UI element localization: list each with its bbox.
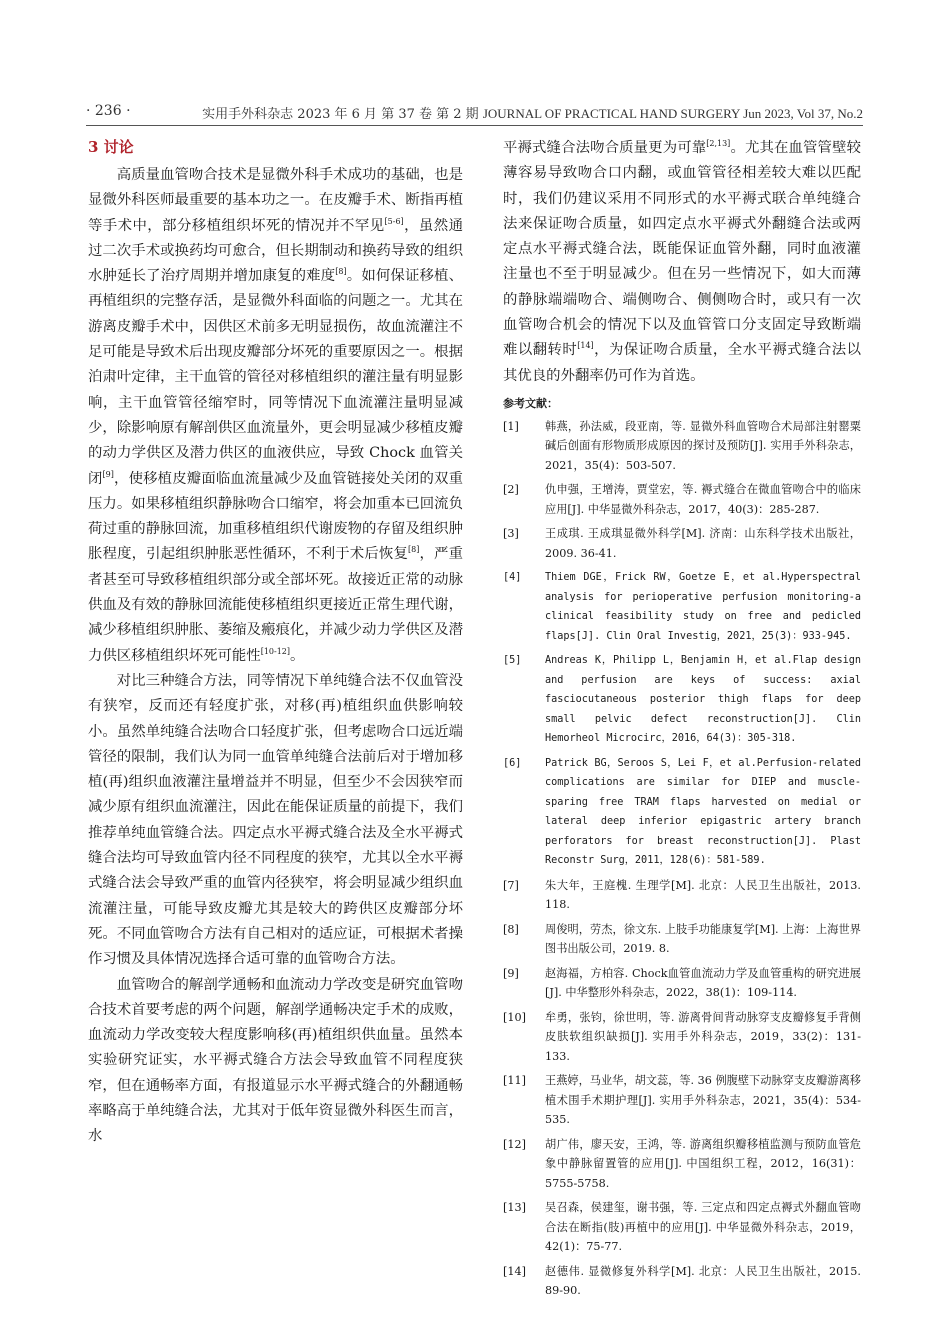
reference-text: 仇申强，王增涛，贾堂宏，等. 褥式缝合在微血管吻合中的临床应用[J]. 中华显微外科杂志，2017，40(3)：285-287. xyxy=(545,483,861,516)
reference-number: [10] xyxy=(503,1010,526,1024)
running-header xyxy=(86,101,863,126)
reference-number: [3] xyxy=(503,527,519,541)
paragraph-text: ，虽然通过二次手术或换药均可愈合，但长期制动和换药导致的组织水肿延长了治疗周期并增加康复的难度 xyxy=(88,217,463,285)
running-title xyxy=(202,103,863,122)
left-column xyxy=(88,136,463,1150)
paragraph-continued xyxy=(503,136,861,389)
paragraph-text: 。如何保证移植、再植组织的完整存活，是显微外科面临的问题之一。尤其在游离皮瓣手术中，因供区术前多无明显损伤，故血流灌注不足可能是导致术后出现皮瓣部分坏死的重要原因之一。根据泊肃叶定律，主干血管的管径对移植组织的灌注量有明显影响，主干血管管径缩窄时，同等情况下血流灌注量明显减少，除影响原有解剖供区血流量外，更会明显减少移植皮瓣的动力学供区及潜力供区的血液供应，导致 Chock 血管关闭 xyxy=(88,268,463,487)
paragraph-2: 对比三种缝合方法，同等情况下单纯缝合法不仅血管没有狭窄，反而还有轻度扩张，对移(再)植组织血供影响较小。虽然单纯缝合法吻合口轻度扩张，但考虑吻合口远近端管径的限制，我们认为同一血管单纯缝合法前后对于增加移植(再)组织血液灌注量增益并不明显，但至少不会因狭窄而减少原有组织血流灌注，因此在能保证质量的前提下，我们推荐单纯血管缝合法。四定点水平褥式缝合法及全水平褥式缝合法均可导致血管内径不同程度的狭窄，尤其以全水平褥式缝合法会导致严重的血管内径狭窄，将会明显减少组织血流灌注量，可能导致皮瓣尤其是较大的跨供区皮瓣部分坏死。不同血管吻合方法有自己相对的适应证，可根据术者操作习惯及具体情况选择合适可靠的血管吻合方法。 xyxy=(88,672,463,968)
paragraph-text: 高质量血管吻合技术是显微外科手术成功的基础，也是显微外科医师最重要的基本功之一。在皮瓣手术、断指再植等手术中，部分移植组织坏死的情况并不罕见 xyxy=(88,167,463,234)
paragraph-text: 。尤其在血管管壁较薄容易导致吻合口内翻，或血管管径相差较大难以匹配时，我们仍建议采用不同形式的水平褥式联合单纯缝合法来保证吻合质量，如四定点水平褥式外翻缝合法或两定点水平褥式缝合法，既能保证血管外翻，同时血液灌注量也不至于明显减少。但在另一些情况下，如大而薄的静脉端端吻合、端侧吻合、侧侧吻合时，或只有一次血管吻合机会的情况下以及血管管口分支固定导致断端难以翻转时 xyxy=(503,140,861,359)
reference-text: 王成琪. 王成琪显微外科学[M]. 济南：山东科学技术出版社，2009. 36-41. xyxy=(545,527,861,560)
reference-text: 赵德伟. 显微修复外科学[M]. 北京：人民卫生出版社，2015. 89-90. xyxy=(545,1264,861,1298)
references-heading: 参考文献： xyxy=(503,396,558,410)
reference-number: [11] xyxy=(503,1074,526,1088)
reference-text: 周俊明，劳杰，徐文东. 上肢手功能康复学[M]. 上海：上海世界图书出版公司，2019. 8. xyxy=(545,922,861,956)
reference-item xyxy=(503,568,861,646)
reference-number: [9] xyxy=(503,966,519,980)
journal-title-cn: 实用手外科杂志 2023 年 6 月 第 37 卷 第 2 期 xyxy=(202,107,479,122)
reference-text: 赵海福，方柏容. Chock血管血流动力学及血管重构的研究进展[J]. 中华整形外科杂志，2022，38(1)：109-114. xyxy=(545,966,861,1000)
reference-text: Thiem DGE，Frick RW，Goetze E，et al.Hyperspectral analysis for perioperative perfusion monitoring-a clinical feasibility study on free and pedicled flaps[J]. Clin Oral Investig，2021，25(3)：933-945. xyxy=(545,572,861,642)
reference-text: Andreas K，Philipp L，Benjamin H，et al.Flap design and perfusion are keys of success: axial fasciocutaneous posterior thigh flaps for deep small pelvic defect reconstruction[J]. Clin Hemorheol Microcirc，2016，64(3)：305-318. xyxy=(545,655,861,745)
citation: [9] xyxy=(102,469,114,479)
right-column xyxy=(503,136,861,1306)
citation: [8] xyxy=(335,267,347,277)
reference-number: [13] xyxy=(503,1201,526,1215)
reference-item xyxy=(503,1071,861,1130)
reference-number: [6] xyxy=(503,757,522,769)
reference-text: 牟勇，张钧，徐世明，等. 游离骨间背动脉穿支皮瓣修复手背侧皮肤软组织缺损[J]. 实用手外科杂志，2019，33(2)：131-133. xyxy=(545,1010,861,1063)
reference-item xyxy=(503,651,861,749)
reference-text: 朱大年，王庭槐. 生理学[M]. 北京：人民卫生出版社，2013. 118. xyxy=(545,878,861,912)
reference-number: [12] xyxy=(503,1137,526,1151)
reference-item xyxy=(503,920,861,959)
journal-title-en: JOURNAL OF PRACTICAL HAND SURGERY Jun 2023, Vol 37, No.2 xyxy=(482,106,863,121)
reference-item xyxy=(503,417,861,476)
reference-number: [8] xyxy=(503,922,519,936)
citation: [8] xyxy=(408,545,420,555)
section-title: 3 讨论 xyxy=(88,138,134,156)
reference-number: [7] xyxy=(503,878,519,892)
reference-list xyxy=(503,417,861,1301)
reference-number: [14] xyxy=(503,1264,526,1278)
reference-item xyxy=(503,1262,861,1301)
reference-number: [4] xyxy=(503,572,522,584)
reference-text: 王燕婷，马业华，胡文蕊，等. 36 例腹壁下动脉穿支皮瓣游离移植术围手术期护理[J]. 实用手外科杂志，2021，35(4)：534-535. xyxy=(545,1074,861,1127)
paragraph-text: ，使移植皮瓣面临血流量减少及血管链接处关闭的双重压力。如果移植组织静脉吻合口缩窄，将会加重本已回流负荷过重的静脉回流，加重移植组织代谢废物的存留及组织肿胀程度，引起组织肿胀恶性循环，不利于术后恢复 xyxy=(88,470,463,563)
reference-item xyxy=(503,964,861,1003)
reference-item xyxy=(503,1135,861,1194)
paragraph-text: 平褥式缝合法吻合质量更为可靠 xyxy=(503,140,707,156)
reference-text: 韩燕，孙法威，段亚南，等. 显微外科血管吻合术局部注射罂粟碱后创面有形物质形成原因的探讨及预防[J]. 实用手外科杂志，2021，35(4)：503-507. xyxy=(545,419,861,472)
reference-item xyxy=(503,524,861,563)
citation: [14] xyxy=(577,341,594,351)
paragraph-1 xyxy=(88,163,463,669)
reference-number: [5] xyxy=(503,655,522,667)
reference-number: [2] xyxy=(503,483,519,497)
citation: [10-12] xyxy=(260,646,291,656)
paragraph-text: ，为保证吻合质量，全水平褥式缝合法以其优良的外翻率仍可作为首选。 xyxy=(503,342,861,384)
paragraph-3: 血管吻合的解剖学通畅和血流动力学改变是研究血管吻合技术首要考虑的两个问题，解剖学通畅决定手术的成败，血流动力学改变较大程度影响移(再)植组织供血量。虽然本实验研究证实，水平褥式缝合方法会导致血管不同程度狭窄，但在通畅率方面，有报道显示水平褥式缝合的外翻通畅率略高于单纯缝合法，尤其对于低年资显微外科医生而言，水 xyxy=(88,976,463,1145)
reference-item xyxy=(503,480,861,519)
reference-number: [1] xyxy=(503,419,519,433)
reference-text: Patrick BG，Seroos S，Lei F，et al.Perfusion-related complications are similar for DIEP and muscle-sparing free TRAM flaps harvested on medial or lateral deep inferior epigastric artery branch perforators for breast reconstruction[J]. Plast Reconstr Surg，2011，128(6)：581-589. xyxy=(545,757,861,867)
page-number: · 236 · xyxy=(86,103,131,119)
reference-item xyxy=(503,1008,861,1067)
reference-item xyxy=(503,876,861,915)
paragraph-text: 。 xyxy=(290,647,305,664)
reference-item xyxy=(503,754,861,871)
reference-item xyxy=(503,1198,861,1257)
citation: [2,13] xyxy=(706,139,731,148)
reference-text: 胡广伟，廖天安，王鸿，等. 游离组织瓣移植监测与预防血管危象中静脉留置管的应用[J]. 中国组织工程，2012，16(31)：5755-5758. xyxy=(545,1137,861,1190)
citation: [5-6] xyxy=(384,216,404,226)
reference-text: 吴召森，侯建玺，谢书强，等. 三定点和四定点褥式外翻血管吻合法在断指(肢)再植中的应用[J]. 中华显微外科杂志，2019，42(1)：75-77. xyxy=(545,1201,861,1254)
paragraph-text: ，严重者甚至可导致移植组织部分或全部坏死。故接近正常的动脉供血及有效的静脉回流能使移植组织更接近正常生理代谢，减少移植组织肿胀、萎缩及瘢痕化，并减少动力学供区及潜力供区移植组织坏死可能性 xyxy=(88,546,463,664)
